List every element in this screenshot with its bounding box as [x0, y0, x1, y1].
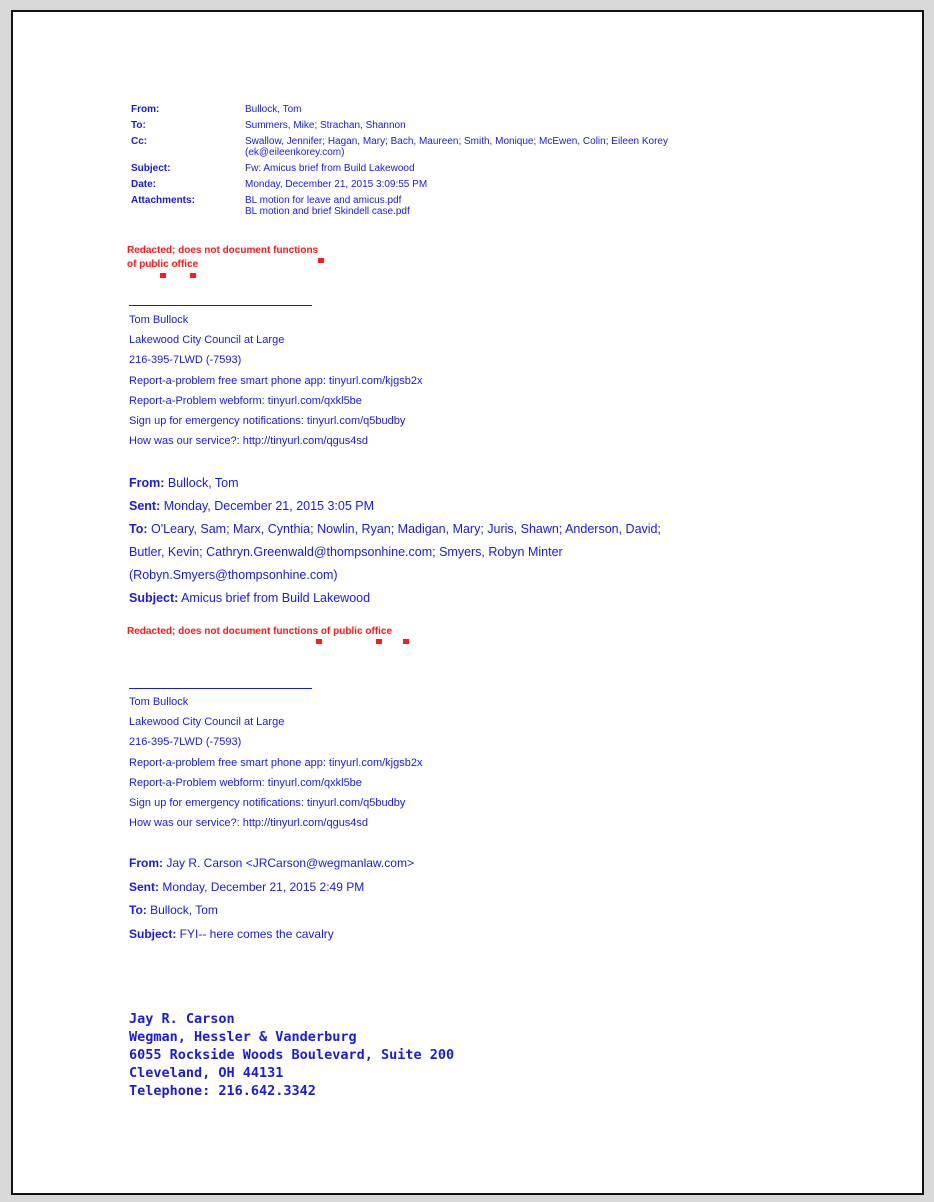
- forwarded-header-1: [129, 472, 661, 610]
- closing-telephone: Telephone: 216.642.3342: [129, 1083, 316, 1099]
- fwd2-from-label: From:: [129, 856, 163, 870]
- closing-name: Jay R. Carson: [129, 1011, 235, 1027]
- closing-city: Cleveland, OH 44131: [129, 1065, 284, 1081]
- signature-title: Lakewood City Council at Large: [129, 716, 285, 729]
- header-subject-label: Subject:: [131, 163, 171, 174]
- fwd1-subject-label: Subject:: [129, 591, 179, 605]
- signature-title: Lakewood City Council at Large: [129, 334, 285, 347]
- fwd2-sent-row: [129, 876, 414, 900]
- signature-name: Tom Bullock: [129, 314, 189, 326]
- fwd2-to-label: To:: [129, 903, 147, 917]
- signature-block-1: [129, 310, 422, 451]
- signature-webform-link[interactable]: Report-a-Problem webform: tinyurl.com/qxkl5be: [129, 776, 362, 789]
- signature-block-2: [129, 692, 422, 833]
- fwd2-to-row: [129, 899, 414, 923]
- header-subject-value: Fw: Amicus brief from Build Lakewood: [245, 163, 415, 174]
- redaction-note-1: [127, 244, 318, 272]
- header-date-row: [131, 179, 771, 190]
- fwd2-sent-value: Monday, December 21, 2015 2:49 PM: [159, 879, 365, 894]
- header-to-row: [131, 120, 771, 131]
- signature-service-link[interactable]: How was our service?: http://tinyurl.com/qgus4sd: [129, 435, 369, 448]
- fwd1-to-row: [129, 518, 661, 541]
- signature-app-link[interactable]: Report-a-problem free smart phone app: tinyurl.com/kjgsb2x: [129, 756, 423, 769]
- signature-app-link[interactable]: Report-a-problem free smart phone app: tinyurl.com/kjgsb2x: [129, 374, 423, 387]
- redaction-note-2: [127, 625, 392, 639]
- header-cc-line2: (ek@eileenkorey.com): [245, 147, 345, 158]
- header-from-value: Bullock, Tom: [245, 104, 302, 115]
- signature-service-link[interactable]: How was our service?: http://tinyurl.com/qgus4sd: [129, 817, 369, 830]
- header-date-value: Monday, December 21, 2015 3:09:55 PM: [245, 179, 428, 190]
- fwd1-subject-value: Amicus brief from Build Lakewood: [178, 591, 371, 605]
- fwd2-subject-label: Subject:: [129, 926, 177, 941]
- redaction-marker-icon: [160, 273, 166, 278]
- fwd1-from-value: Bullock, Tom: [164, 476, 239, 490]
- signature-phone: 216-395-7LWD (-7593): [129, 354, 242, 367]
- header-cc-value: [245, 136, 771, 158]
- closing-address: 6055 Rockside Woods Boulevard, Suite 200: [129, 1047, 455, 1063]
- signature-emergency-link[interactable]: Sign up for emergency notifications: tinyurl.com/q5budby: [129, 797, 406, 810]
- fwd2-subject-row: [129, 923, 414, 947]
- header-subject-row: [131, 163, 771, 174]
- header-attachments-row: [131, 195, 771, 217]
- attachment-2[interactable]: BL motion and brief Skindell case.pdf: [245, 206, 410, 217]
- signature-name: Tom Bullock: [129, 696, 189, 708]
- signature-divider-1: [129, 305, 312, 306]
- closing-signature: [129, 1010, 454, 1100]
- redaction-marker-icon: [190, 273, 196, 278]
- header-cc-line1: Swallow, Jennifer; Hagan, Mary; Bach, Maureen; Smith, Monique; McEwen, Colin; Eileen Korey: [245, 136, 668, 147]
- closing-firm: Wegman, Hessler & Vanderburg: [129, 1029, 357, 1045]
- header-attachments-label: Attachments:: [131, 195, 195, 206]
- redaction-marker-icon: [376, 639, 382, 644]
- redaction-marker-icon: [403, 639, 409, 644]
- signature-webform-link[interactable]: Report-a-Problem webform: tinyurl.com/qxkl5be: [129, 394, 362, 407]
- header-to-label: To:: [131, 120, 146, 131]
- header-from-row: [131, 104, 771, 115]
- redaction-marker-icon: [318, 258, 324, 263]
- fwd1-sent-value: Monday, December 21, 2015 3:05 PM: [160, 499, 375, 513]
- document-page: [11, 10, 924, 1195]
- fwd1-to-line3: (Robyn.Smyers@thompsonhine.com): [129, 568, 338, 582]
- signature-emergency-link[interactable]: Sign up for emergency notifications: tinyurl.com/q5budby: [129, 415, 406, 428]
- fwd1-from-row: [129, 472, 661, 495]
- header-cc-row: [131, 136, 771, 158]
- fwd2-to-value: Bullock, Tom: [146, 903, 218, 917]
- fwd1-sent-row: [129, 495, 661, 518]
- redaction-marker-icon: [316, 639, 322, 644]
- header-cc-label: Cc:: [131, 136, 148, 147]
- signature-phone: 216-395-7LWD (-7593): [129, 736, 242, 749]
- forwarded-header-2: [129, 852, 414, 946]
- fwd2-from-row: [129, 852, 414, 876]
- fwd1-sent-label: Sent:: [129, 499, 161, 513]
- redaction-1-line2: of public office: [127, 259, 199, 270]
- email-header: [131, 104, 771, 222]
- fwd2-from-value: Jay R. Carson <JRCarson@wegmanlaw.com>: [163, 856, 414, 870]
- fwd1-to-line2: Butler, Kevin; Cathryn.Greenwald@thompsonhine.com; Smyers, Robyn Minter: [129, 545, 563, 559]
- signature-divider-2: [129, 688, 312, 689]
- header-attachments-value: [245, 195, 771, 217]
- redaction-1-line1: Redacted; does not document functions: [127, 245, 319, 256]
- fwd2-sent-label: Sent:: [129, 879, 159, 894]
- attachment-1[interactable]: BL motion for leave and amicus.pdf: [245, 195, 402, 206]
- fwd1-to-line1: O'Leary, Sam; Marx, Cynthia; Nowlin, Ryan; Madigan, Mary; Juris, Shawn; Anderson, David;: [147, 522, 661, 536]
- redaction-2-line1: Redacted; does not document functions of public office: [127, 626, 393, 637]
- fwd1-subject-row: [129, 587, 661, 610]
- header-to-value: Summers, Mike; Strachan, Shannon: [245, 120, 406, 131]
- header-from-label: From:: [131, 104, 160, 115]
- fwd1-to-label: To:: [129, 522, 148, 536]
- fwd2-subject-value: FYI-- here comes the cavalry: [176, 926, 334, 941]
- fwd1-from-label: From:: [129, 476, 165, 490]
- header-date-label: Date:: [131, 179, 157, 190]
